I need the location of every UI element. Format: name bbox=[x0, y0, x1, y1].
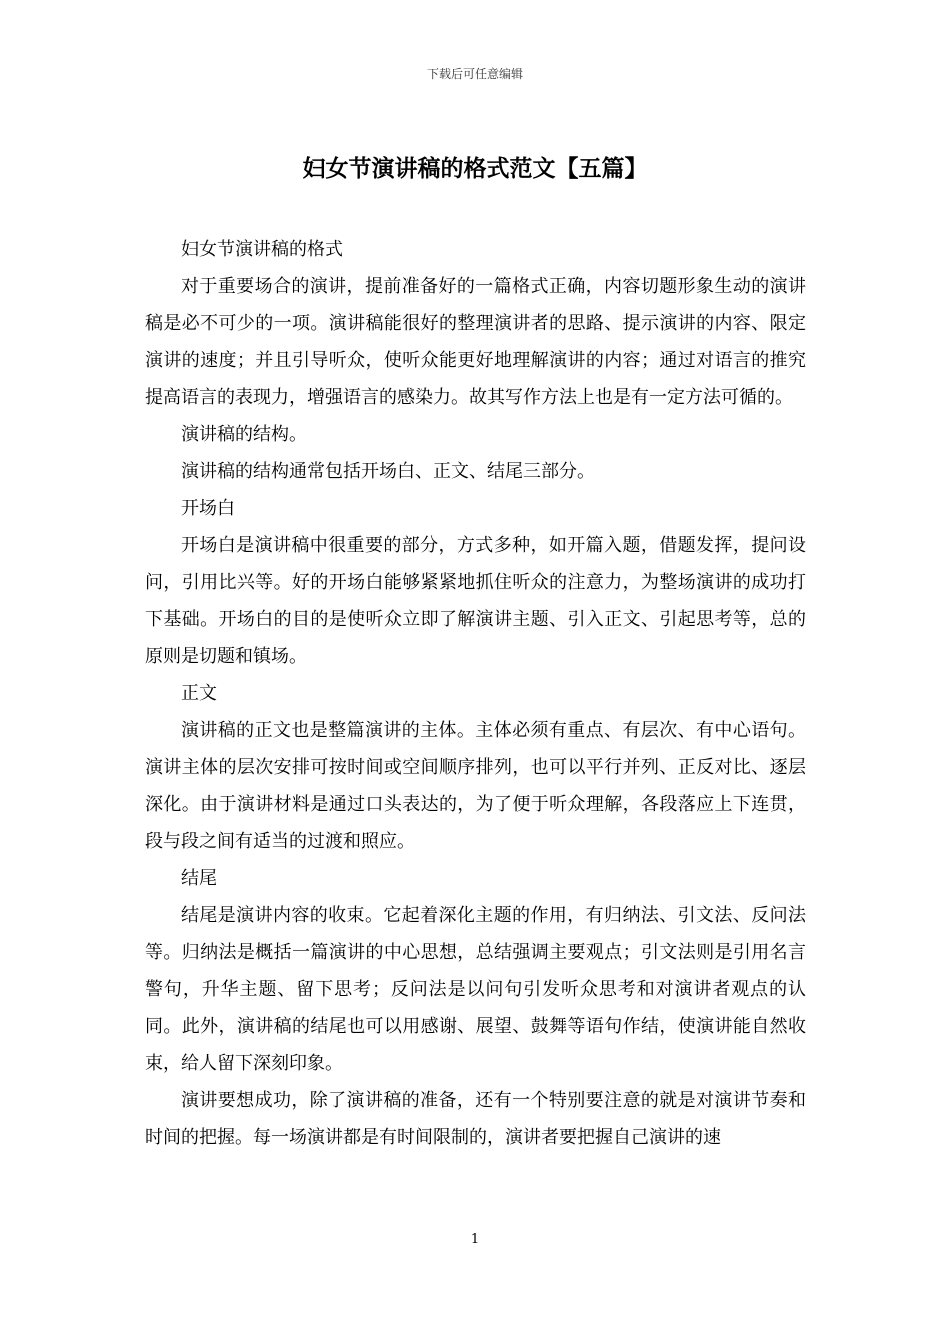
document-body bbox=[145, 231, 806, 1156]
paragraph-rhythm: 演讲要想成功，除了演讲稿的准备，还有一个特别要注意的就是对演讲节奏和时间的把握。每一场演讲都是有时间限制的，演讲者要把握自己演讲的速 bbox=[145, 1090, 806, 1148]
paragraph-ending: 结尾是演讲内容的收束。它起着深化主题的作用，有归纳法、引文法、反问法等。归纳法是概括一篇演讲的中心思想，总结强调主要观点；引文法则是引用名言警句，升华主题、留下思考；反问法是以问句引发听众思考和对演讲者观点的认同。此外，演讲稿的结尾也可以用感谢、展望、鼓舞等语句作结，使演讲能自然收束，给人留下深刻印象。 bbox=[145, 905, 806, 1074]
page-header: 下载后可任意编辑 bbox=[426, 67, 523, 81]
paragraph-opening: 开场白是演讲稿中很重要的部分，方式多种，如开篇入题，借题发挥，提问设问，引用比兴等。好的开场白能够紧紧地抓住听众的注意力，为整场演讲的成功打下基础。开场白的目的是使听众立即了解演讲主题、引入正文、引起思考等，总的原则是切题和镇场。 bbox=[145, 535, 806, 667]
section-heading-opening: 开场白 bbox=[181, 498, 235, 519]
paragraph-intro: 对于重要场合的演讲，提前准备好的一篇格式正确，内容切题形象生动的演讲稿是必不可少的一项。演讲稿能很好的整理演讲者的思路、提示演讲的内容、限定演讲的速度；并且引导听众，使听众能更好地理解演讲的内容；通过对语言的推究提高语言的表现力，增强语言的感染力。故其写作方法上也是有一定方法可循的。 bbox=[145, 276, 806, 408]
paragraph-structure: 演讲稿的结构通常包括开场白、正文、结尾三部分。 bbox=[181, 461, 595, 482]
paragraph-body: 演讲稿的正文也是整篇演讲的主体。主体必须有重点、有层次、有中心语句。演讲主体的层次安排可按时间或空间顺序排列，也可以平行并列、正反对比、逐层深化。由于演讲材料是通过口头表达的，为了便于听众理解，各段落应上下连贯，段与段之间有适当的过渡和照应。 bbox=[145, 720, 806, 852]
section-heading-format: 妇女节演讲稿的格式 bbox=[181, 239, 343, 260]
section-heading-ending: 结尾 bbox=[181, 868, 217, 889]
document-title: 妇女节演讲稿的格式范文【五篇】 bbox=[302, 155, 648, 182]
section-heading-structure: 演讲稿的结构。 bbox=[181, 424, 307, 445]
page-number: 1 bbox=[470, 1232, 480, 1247]
section-heading-body: 正文 bbox=[181, 683, 217, 704]
